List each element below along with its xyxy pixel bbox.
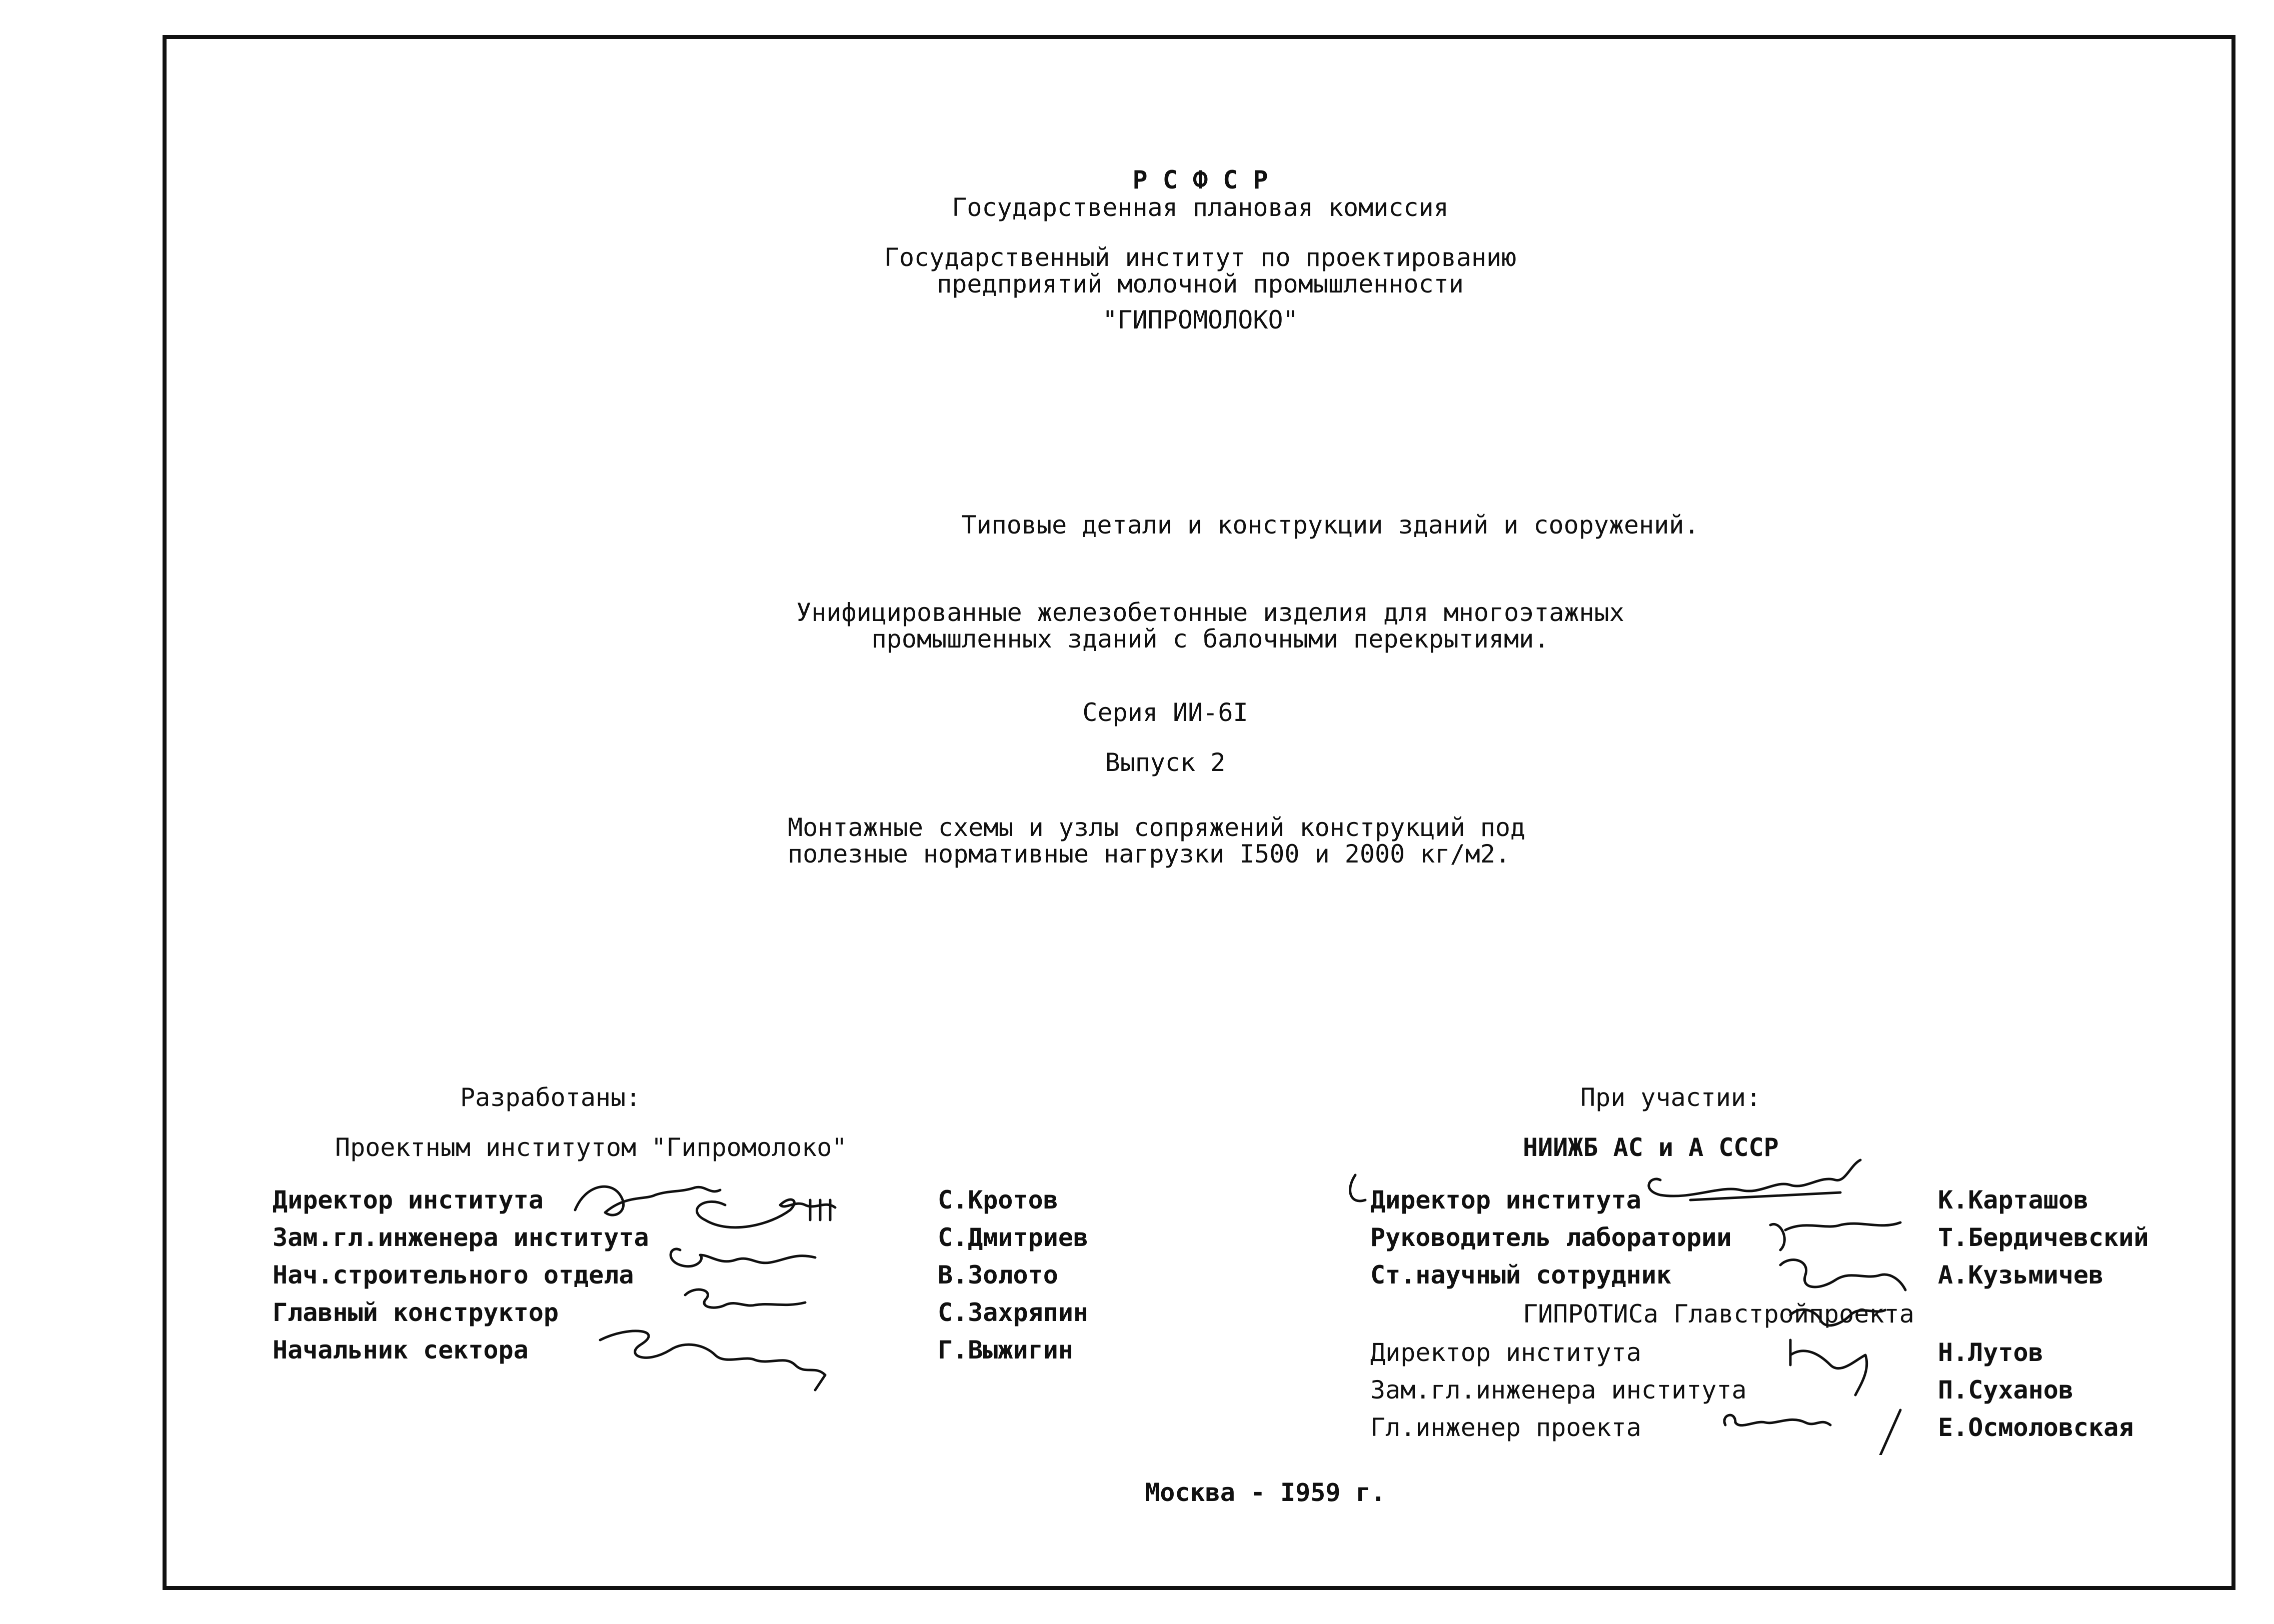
signature-kuzmichev: [1780, 1260, 1905, 1290]
developed-heading: Разработаны:: [460, 1083, 641, 1112]
dev-name-5: Г.Выжигин: [938, 1336, 1073, 1364]
signatures-right: [1340, 1145, 1940, 1455]
signature-osmolovskaya: [1724, 1410, 1900, 1455]
signature-vyzhigin: [600, 1331, 825, 1390]
signature-zoloto: [671, 1249, 815, 1266]
developed-org: Проектным институтом "Гипромолоко": [335, 1133, 847, 1162]
part2-position-2: Зам.гл.инженера института: [1370, 1376, 1747, 1404]
part-name-3: А.Кузьмичев: [1938, 1260, 2104, 1290]
signature-krotov: [575, 1186, 720, 1215]
issue-label: Выпуск 2: [1105, 748, 1226, 777]
part2-name-3: Е.Осмоловская: [1938, 1413, 2134, 1442]
signature-lutov: [1790, 1310, 1885, 1326]
signature-berdichevsky: [1770, 1222, 1900, 1250]
part-position-2: Руководитель лаборатории: [1370, 1223, 1732, 1252]
subject-line-2: промышленных зданий с балочными перекрытиями.: [871, 624, 1549, 654]
participation-org-2: ГИПРОТИСа Главстройпроекта: [1523, 1300, 1914, 1328]
part-name-1: К.Карташов: [1938, 1186, 2089, 1214]
signature-kartashov: [1350, 1160, 1860, 1201]
institute-line-2: предприятий молочной промышленности: [937, 270, 1464, 298]
dev-name-3: В.Золото: [938, 1260, 1058, 1290]
series-label: Серия ИИ-6I: [1082, 698, 1248, 727]
dev-position-4: Главный конструктор: [273, 1298, 559, 1327]
part2-position-3: Гл.инженер проекта: [1370, 1413, 1641, 1442]
dev-position-5: Начальник сектора: [273, 1336, 529, 1364]
institute-line-1: Государственный институт по проектированию: [884, 243, 1517, 272]
institute-name: "ГИПРОМОЛОКО": [1102, 306, 1298, 334]
general-title: Типовые детали и конструкции зданий и сооружений.: [961, 510, 1699, 540]
dev-position-3: Нач.строительного отдела: [273, 1260, 634, 1290]
participation-heading: При участии:: [1580, 1083, 1761, 1112]
contents-line-2: полезные нормативные нагрузки I500 и 2000 кг/м2.: [788, 840, 1510, 868]
dev-position-2: Зам.гл.инженера института: [273, 1223, 649, 1252]
part2-name-2: П.Суханов: [1938, 1376, 2073, 1404]
place-year: Москва - I959 г.: [1145, 1478, 1386, 1507]
dev-name-4: С.Захряпин: [938, 1298, 1089, 1327]
dev-name-1: С.Кротов: [938, 1186, 1058, 1214]
part-position-1: Директор института: [1370, 1186, 1641, 1214]
signature-zakhryapin: [685, 1290, 805, 1308]
part2-name-1: Н.Лутов: [1938, 1338, 2043, 1367]
part2-position-1: Директор института: [1370, 1338, 1641, 1367]
republic-title: Р С Ф С Р: [1132, 166, 1268, 194]
dev-position-1: Директор института: [273, 1186, 544, 1214]
signatures-left: [555, 1165, 895, 1400]
contents-line-1: Монтажные схемы и узлы сопряжений конструкций под: [788, 813, 1526, 842]
participation-org-1: НИИЖБ АС и А СССР: [1523, 1133, 1779, 1162]
dev-name-2: С.Дмитриев: [938, 1223, 1089, 1252]
signature-dmitriev: [697, 1200, 835, 1228]
subject-line-1: Унифицированные железобетонные изделия для многоэтажных: [796, 598, 1624, 627]
part-name-2: Т.Бердичевский: [1938, 1223, 2149, 1252]
commission-title: Государственная плановая комиссия: [952, 193, 1449, 222]
part-position-3: Ст.научный сотрудник: [1370, 1260, 1672, 1290]
signature-sukhanov: [1790, 1340, 1867, 1395]
